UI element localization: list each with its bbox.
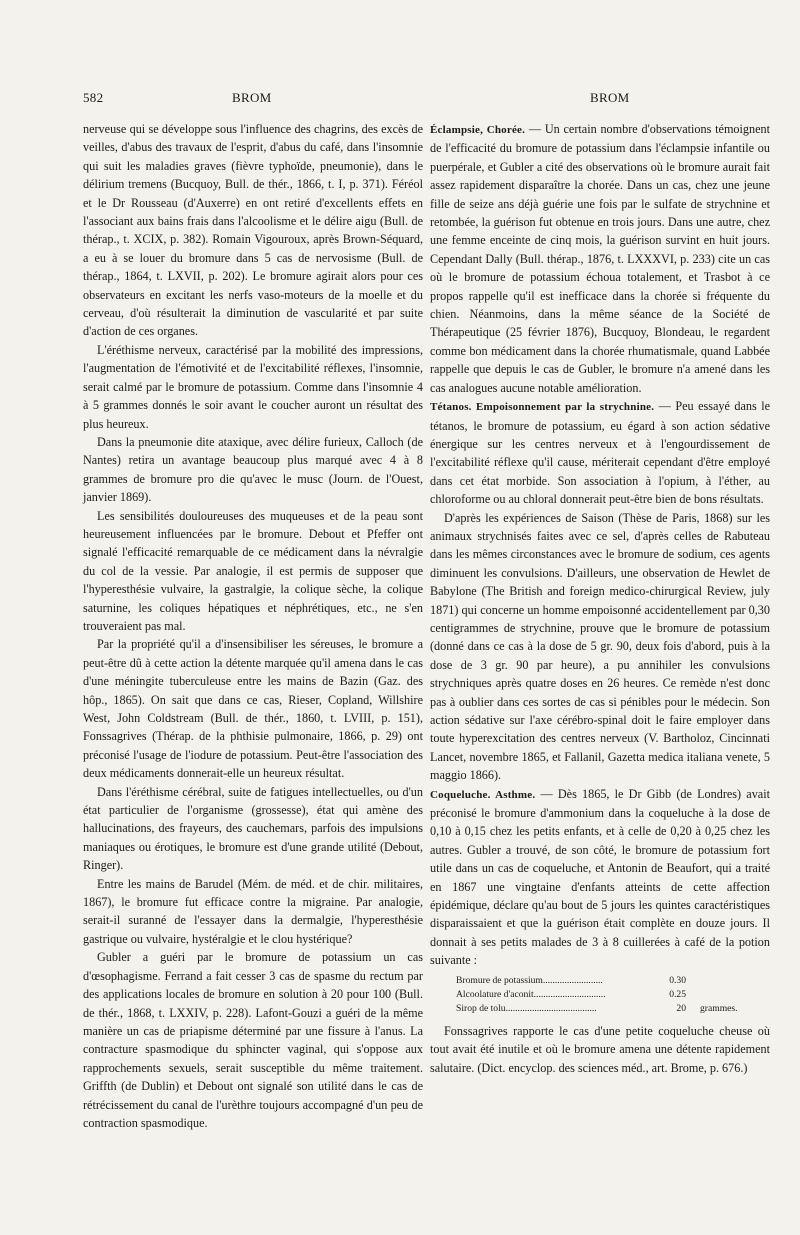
page-number: 582 <box>83 90 104 105</box>
section-text: — Peu essayé dans le tétanos, le bromure de potassium, eu égard à son action sédative énergique sur les centres nerveux et à l'engourdissement de l'excitabilité réflexe qu'il cause, mériterait cependant d'être employé dans cet état morbide. Son association à l'opium, à l'éther, au chloroforme ou au chloral donnerait peut-être bien de bons résultats. <box>430 399 771 507</box>
paragraph: nerveuse qui se développe sous l'influence des chagrins, des excès de veilles, d'abus des travaux de l'esprit, d'abus du café, dans l'insomnie qui suit les maladies graves (fièvre typhoïde, pneumonie), dans le délirium tremens (Bucquoy, Bull. de thér., 1866, t. I, p. 371). Féréol et le Dr Rousseau (d'Auxerre) en ont retiré d'excellents effets en l'associant aux bains frais dans l'alcoolisme et le délire aigu (Bull. de thérap., t. XCIX, p. 382). Romain Vigouroux, après Brown-Séquard, a eu à se louer du bromure dans 5 cas de nervosisme (Bull. de thérap., 1864, t. LXVII, p. 202). Le bromure agirait alors pour ces observateurs en excitant les nerfs vaso-moteurs de la moelle et du cerveau, d'où résulterait la diminution de vascularité et par suite d'action de ces organes. <box>83 122 423 339</box>
section-coqueluche <box>430 785 770 970</box>
section-text: — Un certain nombre d'observations témoignent de l'efficacité du bromure de potassium dans l'éclampsie infantile ou puerpérale, et Gubler a cité des observations où le bromure aurait fait assez rapidement disparaître la chorée. Dans un cas, chez une jeune fille de seize ans déjà guérie une fois par le sulfate de strychnine et retombée, la guérison fut obtenue en trois jours. Dans une autre, chez une femme enceinte de cinq mois, la guérison survint en huit jours. Cependant Dally (Bull. thérap., 1876, t. LXXXVI, p. 233) cite un cas où le bromure de potassium échoua totalement, et Trasbot à ce propos rappelle qu'il est inefficace dans la chorée si fréquente du chien. Néanmoins, dans la même séance de la Société de Thérapeutique (25 février 1876), Bucquoy, Blondeau, le regardent comme bon médicament dans la chorée rhumatismale, quand Labbée rappelle que depuis le cas de Gubler, le bromure n'a amené dans les cas analogues aucune notable amélioration. <box>430 122 770 395</box>
prescription-row <box>456 1002 770 1016</box>
right-column <box>430 120 770 1077</box>
ingredient-name: Bromure de potassium......................... <box>456 974 603 986</box>
left-column <box>83 120 423 1132</box>
paragraph: Entre les mains de Barudel (Mém. de méd. et de chir. militaires, 1867), le bromure fut efficace contre la migraine. Par analogie, serait-il suranné de l'essayer dans la dermalgie, l'hyperesthésie gastrique ou vulvaire, hystéralgie et le clou hystérique? <box>83 876 423 946</box>
section-text: — Dès 1865, le Dr Gibb (de Londres) avait préconisé le bromure d'ammonium dans la coqueluche à la dose de 0,10 à 0,15 chez les petits enfants, et à celle de 0,20 à 0,25 chez les autres. Gubler a trouvé, de son côté, le bromure de potassium fort utile dans un cas de coqueluche, et Antonin de Beaufort, qui a traité en 1867 une vingtaine d'enfants atteints de cette affection épidémique, déclare qu'au bout de 5 jours les quintes caractéristiques disparaissaient et que la guérison était complète en douze jours. Il donnait à ses petits malades de 3 à 8 cuillerées à café de la potion suivante : <box>430 786 770 968</box>
ingredient-qty: 20 <box>676 1002 686 1014</box>
ingredient-unit: grammes. <box>700 1002 738 1014</box>
prescription-row <box>456 974 770 988</box>
section-heading: Tétanos. Empoisonnement par la strychnine. <box>430 401 655 414</box>
ingredient-name: Alcoolature d'aconit.............................. <box>456 988 606 1000</box>
section-heading: Éclampsie, Chorée. <box>430 124 526 136</box>
prescription-list <box>456 974 770 1016</box>
paragraph: Fonssagrives rapporte le cas d'une petite coqueluche cheuse où tout avait été inutile et où le bromure amena une détente rapidement salutaire. (Dict. encyclop. des sciences méd., art. Brome, p. 676.) <box>430 1023 770 1075</box>
paragraph: Dans la pneumonie dite ataxique, avec délire furieux, Calloch (de Nantes) retira un avantage beaucoup plus marqué avec 4 à 8 grammes de bromure pro die qu'avec le musc (Journ. de l'Ouest, janvier 1869). <box>83 434 423 505</box>
running-title-left: BROM <box>232 90 272 105</box>
prescription-row <box>456 988 770 1002</box>
ingredient-qty: 0.25 <box>669 988 686 1000</box>
section-eclampsie <box>430 120 770 397</box>
running-title-right: BROM <box>590 90 630 105</box>
section-tetanos <box>430 397 770 508</box>
ingredient-name: Sirop de tolu...................................... <box>456 1002 597 1014</box>
section-heading: Coqueluche. Asthme. <box>430 788 536 801</box>
paragraph: Par la propriété qu'il a d'insensibiliser les séreuses, le bromure a peut-être dû à cette action la détente marquée qu'il amena dans le cas d'une méningite tuberculeuse entre les mains de Bazin (Gaz. des hôp., 1865). On sait que dans ce cas, Rieser, Copland, Willshire West, John Coldstream (Bull. de thér., 1860, t. LVIII, p. 151), Fonssagrives (Thérap. de la phthisie pulmonaire, 1866, p. 29) ont préconisé l'usage de l'iodure de potassium. Peut-être l'association des deux médicaments donnerait-elle un heureux résultat. <box>83 637 423 781</box>
paragraph: D'après les expériences de Saison (Thèse de Paris, 1868) sur les animaux strychnisés faites avec ce sel, d'après celles de Rabuteau dans les mêmes circonstances avec le bromure de sodium, ces agents diminuent les convulsions. D'ailleurs, une observation de Hewlet de Babylone (The British and foreign medico-chirurgical Review, july 1871) qui concerne un homme empoisonné accidentellement par 0,30 centigrammes de strychnine, prouve que le bromure de potassium (donné dans ce cas à la dose de 5 gr. 90, deux fois d'abord, puis à la dose de 3 gr. 90 par heure), a pu annihiler les convulsions strychniques après quatre doses en 26 heures. Ce remède n'est donc pas à oublier dans ces sortes de cas si pénibles pour le médecin. Son action sédative sur l'axe cérébro-spinal doit le faire employer dans toute hyperexcitation des centres nerveux (V. Bartholoz, Cincinnati Lancet, novembre 1865, et Fallanil, Gazetta medica italiana venete, 5 maggio 1866). <box>430 510 770 783</box>
paragraph: Dans l'éréthisme cérébral, suite de fatigues intellectuelles, ou d'un état particulier de l'organisme (grossesse), état qui amène des hallucinations, des frayeurs, des cauchemars, parfois des impulsions maniaques ou érotiques, le bromure est d'une grande utilité (Debout, Ringer). <box>83 784 423 873</box>
paragraph: Les sensibilités douloureuses des muqueuses et de la peau sont heureusement influencées par le bromure. Debout et Pfeffer ont signalé l'efficacité remarquable de ce médicament dans la névralgie du col de la vessie. Par analogie, il est permis de supposer que l'hyperesthésie vulvaire, la gastralgie, la colique sèche, la colique saturnine, les coliques hépatiques et néphrétiques, etc., ne s'en trouveraient pas mal. <box>83 508 423 633</box>
paragraph: L'éréthisme nerveux, caractérisé par la mobilité des impressions, l'augmentation de l'émotivité et de l'excitabilité réflexes, l'insomnie, serait calmé par le bromure de potassium. Comme dans l'insomnie 4 à 5 grammes donnés le soir avant le coucher auront un résultat des plus heureux. <box>83 342 423 431</box>
paragraph: Gubler a guéri par le bromure de potassium un cas d'œsophagisme. Ferrand a fait cesser 3 cas de spasme du rectum par des applications locales de bromure en solution à 20 pour 100 (Bull. de thér., 1868, t. LXXIV, p. 228). Lafont-Gouzi a guéri de la même manière un cas de priapisme déterminé par une fissure à l'anus. La contracture spasmodique du sphincter vaginal, qui s'oppose aux rapprochements sexuels, serait susceptible du même traitement. Griffth (de Dublin) et Debout ont signalé son utilité dans le cas de rétrécissement du canal de l'urèthre toujours accompagné d'un peu de contraction spasmodique. <box>83 950 423 1130</box>
ingredient-qty: 0.30 <box>669 974 686 986</box>
